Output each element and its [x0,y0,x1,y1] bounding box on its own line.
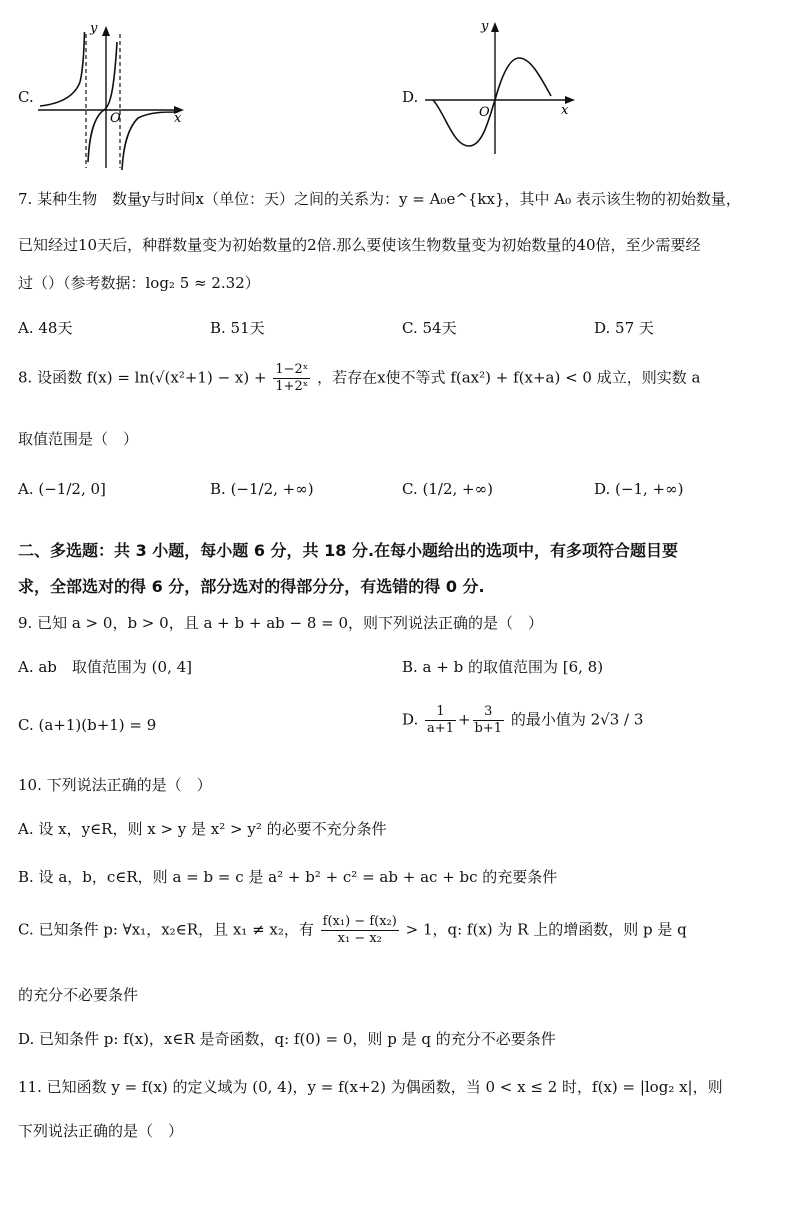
q8-option-d-label: D. [594,480,611,498]
q8-stem-post: ，若存在x使不等式 f(ax²) + f(x+a) < 0 成立，则实数 a [317,368,701,387]
q7-option-b: B. 51天 [210,319,265,337]
q7-line3: 过（）（参考数据：log₂ 5 ≈ 2.32） [18,274,260,292]
option-c-graph-label: C. [18,88,34,106]
q8-option-d [594,480,683,498]
q11-line2: 下列说法正确的是（ ） [18,1122,184,1140]
q8-option-a-label: A. [18,480,34,498]
q10-option-c [18,914,687,947]
q10-frac-den: x₁ − x₂ [337,931,382,946]
q8-option-a [18,480,106,498]
graph-d [425,18,585,158]
graph-c-x-label: x [174,111,182,126]
q7-option-c: C. 54天 [402,319,457,337]
q8-line1 [18,362,700,395]
q10-option-a: A. 设 x，y∈R，则 x > y 是 x² > y² 的必要不充分条件 [18,820,387,838]
q9-option-a: A. ab 取值范围为 (0, 4] [18,658,193,676]
q10-option-c-pre: C. 已知条件 p: ∀x₁，x₂∈R，且 x₁ ≠ x₂，有 [18,920,314,939]
graph-c-origin-label: O [110,111,121,126]
q10-option-c-post: > 1，q: f(x) 为 R 上的增函数，则 p 是 q [405,920,687,939]
q9-option-d-value: 2√3 / 3 [590,710,644,729]
q8-frac-den: 1+2ˣ [275,379,309,394]
q9-option-d-label: D. [402,710,419,729]
q9-option-d: D. $\frac{1}{a+1}$ + $\frac{3}{b+1}$ 的最小值为 2√3 / 3 [402,704,644,736]
q10-option-c-line2: 的充分不必要条件 [18,986,139,1004]
q9-option-d-mid: 的最小值为 [510,710,586,729]
q9-option-b: B. a + b 的取值范围为 [6, 8) [402,658,604,676]
q8-stem-pre: 8. 设函数 f(x) = ln(√(x²+1) − x) + [18,368,267,387]
q10-stem: 10. 下列说法正确的是（ ） [18,776,212,794]
graph-d-origin-label: O [479,105,490,120]
q8-line2: 取值范围是（ ） [18,430,139,448]
q7-line1: 7. 某种生物 数量y与时间x（单位：天）之间的关系为：y = A₀e^{kx}，其中 A₀ 表示该生物的初始数量， [18,190,741,208]
q10-option-c-fraction [321,914,399,947]
q8-option-b [210,480,314,498]
q7-option-a: A. 48天 [18,319,73,337]
q7-option-d: D. 57 天 [594,319,654,337]
option-d-graph-label: D. [402,88,419,106]
q10-option-d: D. 已知条件 p: f(x)，x∈R 是奇函数，q: f(0) = 0，则 p 是 q 的充分不必要条件 [18,1030,556,1048]
q8-frac-num: 1−2ˣ [275,362,309,377]
q9-option-c: C. (a+1)(b+1) = 9 [18,716,157,734]
q9-stem: 9. 已知 a > 0，b > 0，且 a + b + ab − 8 = 0，则下列说法正确的是（ ） [18,614,544,632]
q8-option-b-text: (−1/2, +∞) [230,480,314,498]
q9-frac-2: $\frac{3}{b+1}$ [474,704,503,736]
q11-line1: 11. 已知函数 y = f(x) 的定义域为 (0, 4)，y = f(x+2) 为偶函数，当 0 < x ≤ 2 时，f(x) = |log₂ x|，则 [18,1078,723,1096]
section2-line2: 求，全部选对的得 6 分，部分选对的得部分分，有选错的得 0 分. [18,577,485,596]
graph-c-y-label: y [90,22,98,36]
q8-option-c-label: C. [402,480,418,498]
q10-option-b: B. 设 a，b，c∈R，则 a = b = c 是 a² + b² + c² = ab + ac + bc 的充要条件 [18,868,558,886]
q9-frac-1: $\frac{1}{a+1}$ [427,704,454,736]
graph-d-x-label: x [561,103,569,118]
graph-c [38,22,188,172]
q8-option-b-label: B. [210,480,226,498]
q8-fraction [273,362,310,395]
q8-option-a-text: (−1/2, 0] [38,480,106,498]
section2-line1: 二、多选题：共 3 小题，每小题 6 分，共 18 分.在每小题给出的选项中，有多项符合题目要 [18,541,679,560]
q8-option-c-text: (1/2, +∞) [422,480,493,498]
q7-line2: 已知经过10天后，种群数量变为初始数量的2倍.那么要使该生物数量变为初始数量的40倍，至少需要经 [18,236,701,254]
q10-frac-num: f(x₁) − f(x₂) [322,914,397,929]
graph-d-y-label: y [481,19,489,34]
q8-option-d-text: (−1, +∞) [615,480,684,498]
q8-option-c [402,480,493,498]
